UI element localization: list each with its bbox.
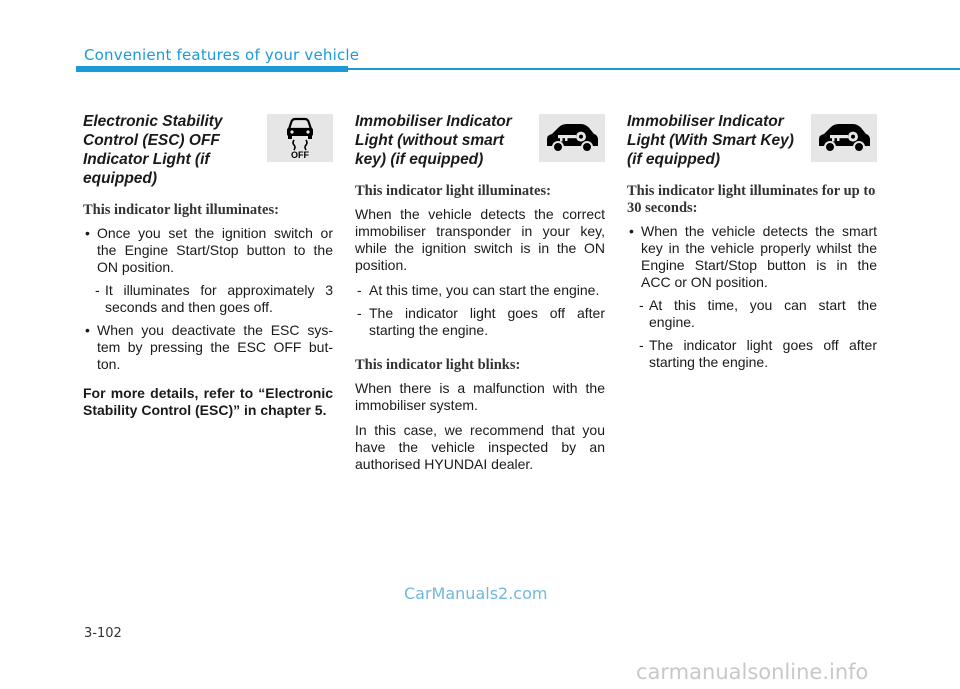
header-rule-thick [76, 66, 348, 72]
esc-subheading: This indicator light illuminates: [83, 202, 279, 218]
immobiliser-nosmart-dash-2: - The indicator light goes off after starting the engine. [355, 305, 605, 339]
chapter-header: Convenient features of your vehicle [84, 46, 360, 64]
esc-off-icon [267, 114, 333, 162]
immobiliser-nosmart-para-2: When there is a malfunction with the immobiliser system. [355, 380, 605, 413]
immobiliser-smart-bullet-1: • When the vehicle detects the smart key in the vehicle properly whilst the Engine Start/Stop button is in the ACC or ON position. [627, 223, 877, 291]
esc-bullet-2: • When you deactivate the ESC sys-tem by pressing the ESC OFF but-ton. [83, 322, 333, 373]
esc-section [83, 112, 333, 419]
immobiliser-car-key-icon [811, 114, 877, 162]
immobiliser-smart-section [627, 112, 877, 377]
immobiliser-nosmart-title: Immobiliser Indicator Light (without smart key) (if equipped) [355, 113, 512, 168]
immobiliser-nosmart-sub-blinks: This indicator light blinks: [355, 357, 521, 373]
immobiliser-smart-dash-1: - At this time, you can start the engine. [627, 297, 877, 331]
immobiliser-car-key-icon [539, 114, 605, 162]
immobiliser-smart-subheading: This indicator light illuminates for up to 30 seconds: [627, 183, 876, 216]
immobiliser-smart-title: Immobiliser Indicator Light (With Smart Key) (if equipped) [627, 113, 794, 168]
esc-reference: For more details, refer to “Electronic Stability Control (ESC)” in chapter 5. [83, 385, 333, 418]
header-rule-thin [348, 68, 960, 70]
esc-off-icon-label: OFF [291, 150, 309, 159]
immobiliser-nosmart-sub-illuminates: This indicator light illuminates: [355, 183, 551, 199]
watermark-footer: carmanualsonline.info [636, 660, 869, 684]
immobiliser-nosmart-para-3: In this case, we recommend that you have the vehicle inspected by an authorised HYUNDAI dealer. [355, 422, 605, 472]
immobiliser-nosmart-section [355, 112, 605, 481]
esc-bullet-1-dash: - It illuminates for approximately 3 seconds and then goes off. [83, 282, 333, 316]
esc-bullet-1: • Once you set the ignition switch or the Engine Start/Stop button to the ON position. [83, 225, 333, 276]
immobiliser-nosmart-para-1: When the vehicle detects the correct immobiliser transponder in your key, while the ignition switch is in the ON position. [355, 206, 605, 273]
page-number: 3-102 [84, 626, 122, 641]
esc-title: Electronic Stability Control (ESC) OFF Indicator Light (if equipped) [83, 113, 223, 187]
immobiliser-nosmart-dash-1: - At this time, you can start the engine. [355, 282, 605, 299]
watermark-link[interactable]: CarManuals2.com [404, 584, 548, 603]
immobiliser-smart-dash-2: - The indicator light goes off after starting the engine. [627, 337, 877, 371]
